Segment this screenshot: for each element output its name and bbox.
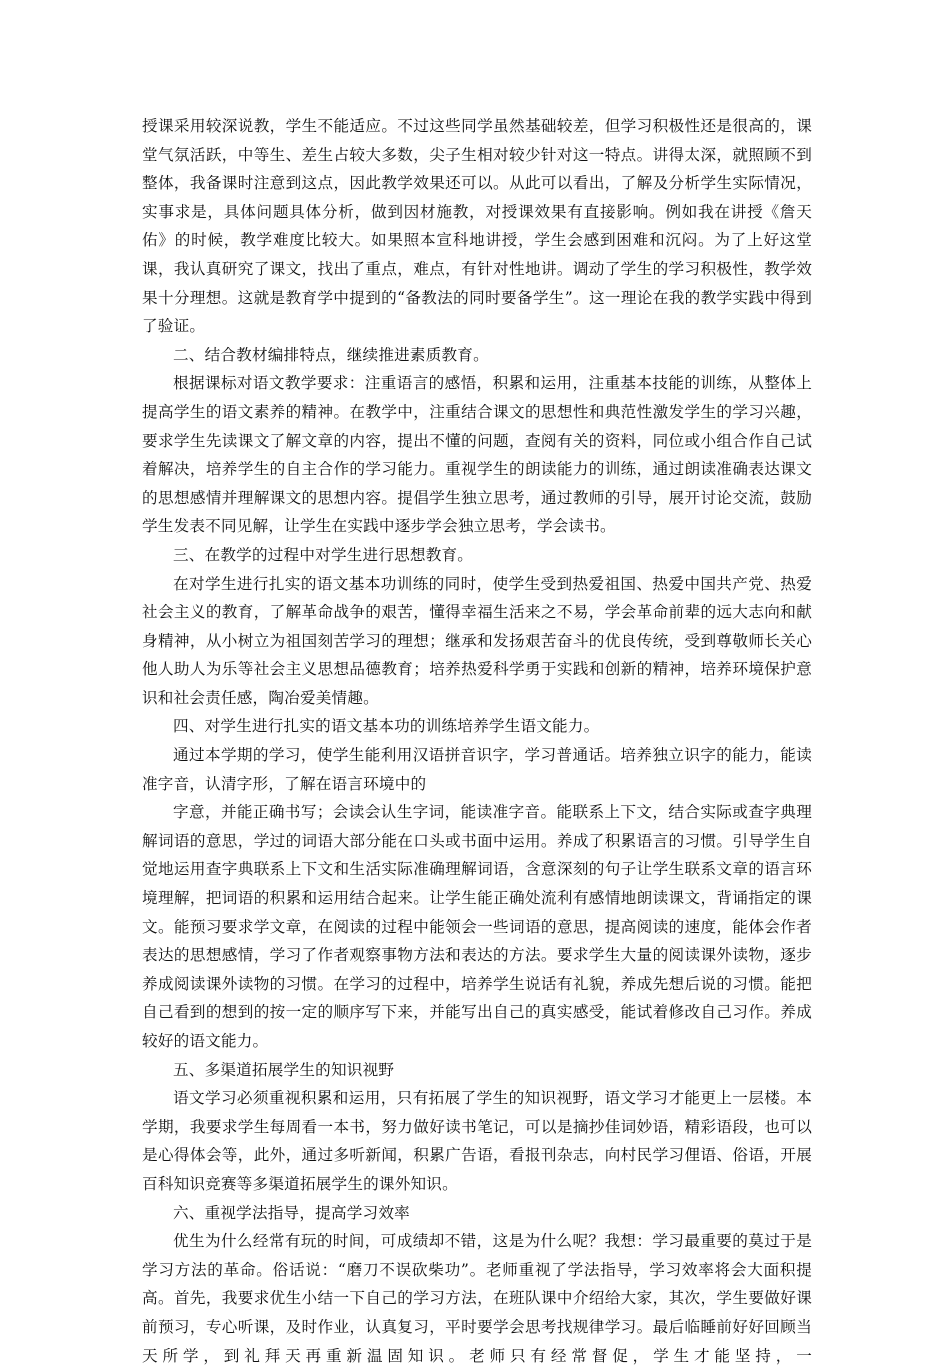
section-heading-4: 四、对学生进行扎实的语文基本功的训练培养学生语文能力。	[173, 717, 600, 736]
paragraph-7: 优生为什么经常有玩的时间，可成绩却不错，这是为什么呢？我想：学习最重要的莫过于是学习方法的革命。俗话说：“磨刀不误砍柴功”。老师重视了学法指导，学习效率将会大面积提高。首先，我要求优生小结一下自己的学习方法，在班队课中介绍给大家，其次，学生要做好课前预习，专心听课，及时作业，认真复习，平时要学会思考找规律学习。最后临睡前好好回顾当天所学，到礼拜天再重新温固知识。老师只有经常督促，学生才能坚持，一	[142, 1232, 812, 1365]
section-heading-5: 五、多渠道拓展学生的知识视野	[173, 1060, 395, 1079]
document-body	[142, 112, 812, 1370]
paragraph-6: 语文学习必须重视积累和运用，只有拓展了学生的知识视野，语文学习才能更上一层楼。本学期，我要求学生每周看一本书，努力做好读书笔记，可以是摘抄佳词妙语，精彩语段，也可以是心得体会等，此外，通过多听新闻，积累广告语，看报刊杂志，向村民学习俚语、俗语，开展百科知识竞赛等多渠道拓展学生的课外知识。	[142, 1089, 812, 1193]
paragraph-1: 授课采用较深说教，学生不能适应。不过这些同学虽然基础较差，但学习积极性还是很高的，课堂气氛活跃，中等生、差生占较大多数，尖子生相对较少针对这一特点。讲得太深，就照顾不到整体，我备课时注意到这点，因此教学效果还可以。从此可以看出，了解及分析学生实际情况，实事求是，具体问题具体分析，做到因材施教，对授课效果有直接影响。例如我在讲授《詹天佑》的时候，教学难度比较大。如果照本宣科地讲授，学生会感到困难和沉闷。为了上好这堂课，我认真研究了课文，找出了重点，难点，有针对性地讲。调动了学生的学习积极性，教学效果十分理想。这就是教育学中提到的“备教法的同时要备学生”。这一理论在我的教学实践中得到了验证。	[142, 117, 812, 336]
paragraph-5: 字意，并能正确书写；会读会认生字词，能读准字音。能联系上下文，结合实际或查字典理解词语的意思，学过的词语大部分能在口头或书面中运用。养成了积累语言的习惯。引导学生自觉地运用查字典联系上下文和生活实际准确理解词语，含意深刻的句子让学生联系文章的语言环境理解，把词语的积累和运用结合起来。让学生能正确处流利有感情地朗读课文，背诵指定的课文。能预习要求学文章，在阅读的过程中能领会一些词语的意思，提高阅读的速度，能体会作者表达的思想感情，学习了作者观察事物方法和表达的方法。要求学生大量的阅读课外读物，逐步养成阅读课外读物的习惯。在学习的过程中，培养学生说话有礼貌，养成先想后说的习惯。能把自己看到的想到的按一定的顺序写下来，并能写出自己的真实感受，能试着修改自己习作。养成较好的语文能力。	[142, 803, 812, 1050]
section-heading-3: 三、在教学的过程中对学生进行思想教育。	[173, 545, 474, 564]
section-heading-2: 二、结合教材编排特点，继续推进素质教育。	[173, 345, 489, 364]
paragraph-3: 在对学生进行扎实的语文基本功训练的同时，使学生受到热爱祖国、热爱中国共产党、热爱社会主义的教育，了解革命战争的艰苦，懂得幸福生活来之不易，学会革命前辈的远大志向和献身精神，从小树立为祖国刻苦学习的理想；继承和发扬艰苦奋斗的优良传统，受到尊敬师长关心他人助人为乐等社会主义思想品德教育；培养热爱科学勇于实践和创新的精神，培养环境保护意识和社会责任感，陶冶爱美情趣。	[142, 574, 812, 707]
paragraph-2: 根据课标对语文教学要求：注重语言的感悟，积累和运用，注重基本技能的训练，从整体上提高学生的语文素养的精神。在教学中，注重结合课文的思想性和典范性激发学生的学习兴趣，要求学生先读课文了解文章的内容，提出不懂的问题，查阅有关的资料，同位或小组合作自己试着解决，培养学生的自主合作的学习能力。重视学生的朗读能力的训练，通过朗读准确表达课文的思想感情并理解课文的思想内容。提倡学生独立思考，通过教师的引导，展开讨论交流，鼓励学生发表不同见解，让学生在实践中逐步学会独立思考，学会读书。	[142, 374, 812, 536]
paragraph-4: 通过本学期的学习，使学生能利用汉语拼音识字，学习普通话。培养独立识字的能力，能读准字音，认清字形，了解在语言环境中的	[142, 746, 812, 793]
section-heading-6: 六、重视学法指导，提高学习效率	[173, 1203, 410, 1222]
